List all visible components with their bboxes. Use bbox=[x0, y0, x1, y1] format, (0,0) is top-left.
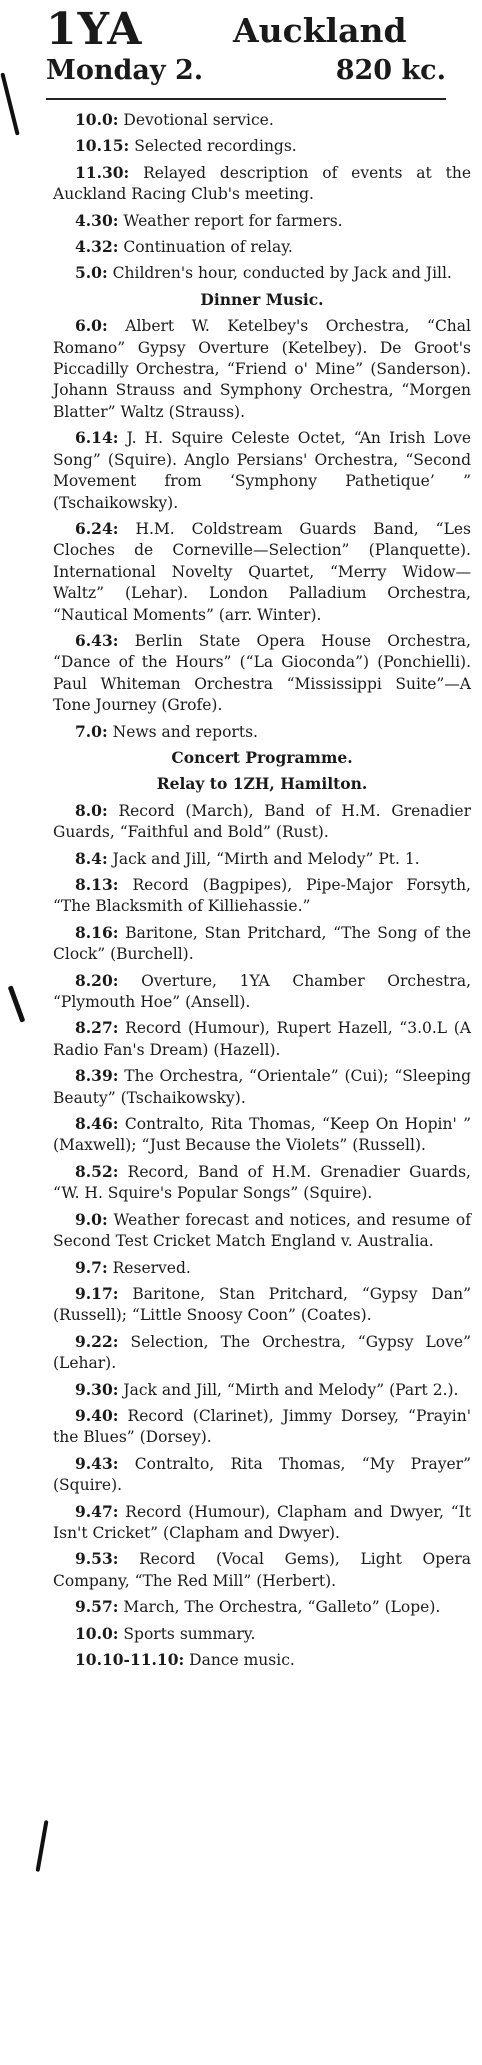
entry-time: 9.22: bbox=[75, 1331, 119, 1351]
entry-time: 8.4: bbox=[75, 848, 108, 868]
entry-text: Contralto, Rita Thomas, “My Prayer” (Squire). bbox=[53, 1454, 471, 1495]
entry-time: 8.20: bbox=[75, 970, 119, 990]
entry-text: Baritone, Stan Pritchard, “Gypsy Dan” (Russell); “Little Snoosy Coon” (Coates). bbox=[53, 1284, 471, 1325]
entry-time: 9.47: bbox=[75, 1501, 119, 1521]
day-entries bbox=[53, 109, 471, 285]
dinner-entries bbox=[53, 315, 471, 743]
programme-entry bbox=[53, 427, 471, 514]
entry-time: 10.0: bbox=[75, 110, 119, 129]
entry-text: March, The Orchestra, “Galleto” (Lope). bbox=[123, 1598, 441, 1617]
entry-text: Children's hour, conducted by Jack and Jill. bbox=[112, 264, 452, 283]
programme-entry bbox=[53, 922, 471, 966]
entry-time: 5.0: bbox=[75, 263, 108, 283]
entry-time: 9.43: bbox=[75, 1453, 119, 1473]
entry-time: 4.32: bbox=[75, 237, 119, 257]
entry-time: 9.0: bbox=[75, 1209, 108, 1229]
programme-date: Monday 2. bbox=[46, 55, 204, 86]
programme-entry bbox=[53, 630, 471, 717]
entry-text: Devotional service. bbox=[123, 111, 274, 129]
entry-text: Overture, 1YA Chamber Orchestra, “Plymouth Hoe” (Ansell). bbox=[53, 971, 471, 1012]
entry-text: Record (Humour), Clapham and Dwyer, “It Isn't Cricket” (Clapham and Dwyer). bbox=[53, 1502, 471, 1542]
entry-time: 6.43: bbox=[75, 630, 119, 650]
entry-time: 8.16: bbox=[75, 922, 119, 942]
entry-time: 6.14: bbox=[75, 428, 119, 448]
programme-entry bbox=[53, 109, 471, 131]
entry-text: J. H. Squire Celeste Octet, “An Irish Love Song” (Squire). Anglo Persians' Orchestra, “Second Movement from ‘Symphony Pathetique’ ” (Tschaikowsky). bbox=[53, 429, 471, 512]
programme-entry bbox=[53, 315, 471, 423]
entry-time: 8.0: bbox=[75, 800, 108, 820]
entry-text: Weather forecast and notices, and resume of Second Test Cricket Match England v. Australia. bbox=[53, 1210, 471, 1251]
entry-time: 8.27: bbox=[75, 1018, 119, 1038]
programme-entry bbox=[53, 518, 471, 626]
relay-subheading: Relay to 1ZH, Hamilton. bbox=[156, 774, 368, 794]
programme-entry bbox=[53, 1405, 471, 1449]
programme-entry bbox=[53, 1453, 471, 1497]
programme-entry bbox=[53, 1161, 471, 1205]
entry-time: 6.24: bbox=[75, 518, 119, 538]
entry-time: 10.15: bbox=[75, 136, 130, 156]
entry-text: Relayed description of events at the Auckland Racing Club's meeting. bbox=[53, 163, 471, 204]
programme-entry bbox=[53, 1209, 471, 1253]
entry-text: Continuation of relay. bbox=[123, 238, 293, 257]
programme-entry bbox=[53, 800, 471, 844]
programme-entry bbox=[53, 1331, 471, 1375]
entry-time: 9.57: bbox=[75, 1597, 119, 1617]
programme-entry bbox=[53, 1501, 471, 1545]
programme-entry bbox=[53, 1649, 471, 1671]
entry-text: The Orchestra, “Orientale” (Cui); “Sleeping Beauty” (Tschaikowsky). bbox=[53, 1067, 471, 1107]
entry-time: 11.30: bbox=[75, 162, 130, 182]
dinner-music-heading: Dinner Music. bbox=[200, 289, 324, 309]
programme-entry bbox=[53, 848, 471, 870]
programme-entry bbox=[53, 1113, 471, 1157]
programme-entry bbox=[53, 262, 471, 284]
entry-text: Albert W. Ketelbey's Orchestra, “Chal Romano” Gypsy Overture (Ketelbey). De Groot's Piccadilly Orchestra, “Friend o' Mine” (Sanderson). Johann Strauss and Symphony Orchestra, “Morgen Blatter” Waltz (Strauss). bbox=[53, 317, 471, 421]
entry-text: Jack and Jill, “Mirth and Melody” Pt. 1. bbox=[112, 849, 420, 868]
concert-programme-heading: Concert Programme. bbox=[171, 747, 353, 767]
programme-entry bbox=[53, 1283, 471, 1327]
entry-time: 8.39: bbox=[75, 1066, 119, 1086]
entry-text: Weather report for farmers. bbox=[123, 211, 343, 230]
entry-text: Selection, The Orchestra, “Gypsy Love” (Lehar). bbox=[53, 1332, 471, 1373]
entry-text: Record, Band of H.M. Grenadier Guards, “W. H. Squire's Popular Songs” (Squire). bbox=[53, 1162, 471, 1203]
entry-time: 10.0: bbox=[75, 1623, 119, 1643]
entry-time: 8.46: bbox=[75, 1114, 119, 1134]
entry-time: 7.0: bbox=[75, 721, 108, 741]
entry-time: 8.13: bbox=[75, 875, 119, 894]
entry-text: Contralto, Rita Thomas, “Keep On Hopin' ” (Maxwell); “Just Because the Violets” (Russell). bbox=[53, 1115, 471, 1155]
programme-entry bbox=[53, 874, 471, 918]
entry-time: 9.40: bbox=[75, 1405, 119, 1425]
entry-time: 9.30: bbox=[75, 1379, 119, 1399]
ink-mark bbox=[36, 1820, 49, 1872]
station-header bbox=[46, 4, 446, 94]
entry-text: Reserved. bbox=[112, 1258, 191, 1277]
entry-time: 4.30: bbox=[75, 210, 119, 230]
programme-entry bbox=[53, 1065, 471, 1109]
entry-text: Sports summary. bbox=[123, 1624, 256, 1643]
entry-text: Berlin State Opera House Orchestra, “Dance of the Hours” (“La Gioconda”) (Ponchielli). Paul Whiteman Orchestra “Mississippi Suite”—A Tone Journey (Grofe). bbox=[53, 631, 471, 715]
programme-entry bbox=[53, 970, 471, 1014]
ink-mark bbox=[8, 985, 26, 1022]
entry-time: 8.52: bbox=[75, 1161, 119, 1181]
entry-time: 6.0: bbox=[75, 316, 108, 336]
entry-time: 10.10-11.10: bbox=[75, 1650, 185, 1669]
entry-text: Record (Clarinet), Jimmy Dorsey, “Prayin' the Blues” (Dorsey). bbox=[53, 1406, 471, 1447]
station-city: Auckland bbox=[233, 11, 407, 50]
entry-text: Record (Vocal Gems), Light Opera Company, “The Red Mill” (Herbert). bbox=[53, 1550, 471, 1590]
programme-entry bbox=[53, 1548, 471, 1592]
station-call-sign: 1YA bbox=[46, 4, 143, 55]
entry-text: Dance music. bbox=[189, 1651, 295, 1669]
entry-text: News and reports. bbox=[112, 722, 258, 741]
header-rule bbox=[46, 98, 446, 100]
entry-time: 9.7: bbox=[75, 1257, 108, 1277]
programme-entry bbox=[53, 1379, 471, 1401]
entry-text: H.M. Coldstream Guards Band, “Les Cloches de Corneville—Selection” (Planquette). International Novelty Quartet, “Merry Widow—Waltz” (Lehar). London Palladium Orchestra, “Nautical Moments” (arr. Winter). bbox=[53, 519, 471, 624]
programme-entry bbox=[53, 210, 471, 232]
entry-text: Baritone, Stan Pritchard, “The Song of the Clock” (Burchell). bbox=[53, 923, 471, 964]
programme-entry bbox=[53, 721, 471, 743]
programme-entry bbox=[53, 135, 471, 157]
programme-entry bbox=[53, 1623, 471, 1645]
programme-entry bbox=[53, 1596, 471, 1618]
programme-entry bbox=[53, 236, 471, 258]
concert-entries bbox=[53, 800, 471, 1672]
entry-text: Selected recordings. bbox=[134, 137, 297, 156]
station-frequency: 820 kc. bbox=[335, 55, 446, 86]
ink-mark bbox=[0, 72, 19, 135]
entry-text: Record (March), Band of H.M. Grenadier Guards, “Faithful and Bold” (Rust). bbox=[53, 801, 471, 842]
entry-time: 9.53: bbox=[75, 1549, 119, 1569]
entry-text: Jack and Jill, “Mirth and Melody” (Part 2.). bbox=[123, 1380, 459, 1399]
programme-entry bbox=[53, 1257, 471, 1279]
entry-text: Record (Bagpipes), Pipe-Major Forsyth, “The Blacksmith of Killiehassie.” bbox=[53, 876, 471, 916]
entry-time: 9.17: bbox=[75, 1283, 119, 1303]
programme-body bbox=[53, 109, 471, 1675]
programme-entry bbox=[53, 1017, 471, 1061]
programme-entry bbox=[53, 162, 471, 206]
entry-text: Record (Humour), Rupert Hazell, “3.0.L (A Radio Fan's Dream) (Hazell). bbox=[53, 1019, 471, 1059]
